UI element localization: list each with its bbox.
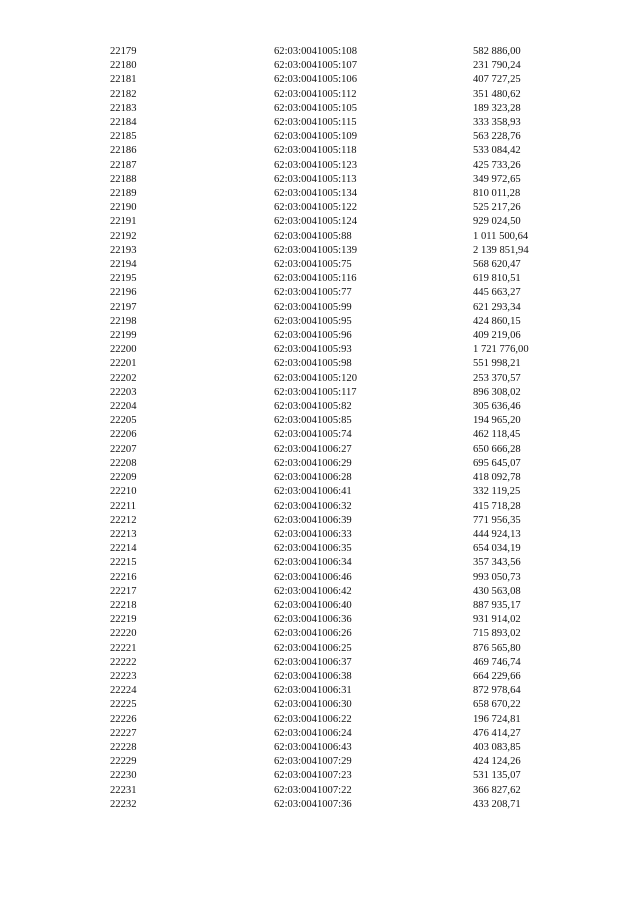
- cadastral-value-cell: 332 119,25: [473, 486, 521, 498]
- cadastral-number-cell: 62:03:0041006:32: [274, 500, 352, 512]
- cadastral-value-cell: 525 217,26: [473, 202, 521, 214]
- cadastral-number-cell: 62:03:0041006:40: [274, 599, 352, 611]
- cadastral-value-cell: 551 998,21: [473, 358, 521, 370]
- row-number-cell: 22222: [110, 656, 137, 668]
- cadastral-number-cell: 62:03:0041007:22: [274, 784, 352, 796]
- cadastral-number-cell: 62:03:0041005:82: [274, 401, 352, 413]
- cadastral-number-cell: 62:03:0041005:120: [274, 372, 357, 384]
- table-row: [0, 485, 640, 499]
- table-row: [0, 400, 640, 414]
- cadastral-number-cell: 62:03:0041005:122: [274, 202, 357, 214]
- row-number-cell: 22194: [110, 259, 137, 271]
- row-number-cell: 22188: [110, 173, 137, 185]
- table-row: [0, 585, 640, 599]
- cadastral-value-cell: 415 718,28: [473, 500, 521, 512]
- cadastral-value-cell: 349 972,65: [473, 173, 521, 185]
- table-row: [0, 428, 640, 442]
- row-number-cell: 22179: [110, 46, 137, 57]
- cadastral-number-cell: 62:03:0041006:29: [274, 457, 352, 469]
- row-number-cell: 22215: [110, 557, 137, 569]
- cadastral-number-cell: 62:03:0041005:139: [274, 244, 357, 256]
- table-row: [0, 471, 640, 485]
- row-number-cell: 22230: [110, 770, 137, 782]
- cadastral-number-cell: 62:03:0041006:38: [274, 670, 352, 682]
- cadastral-value-cell: 476 414,27: [473, 727, 521, 739]
- cadastral-number-cell: 62:03:0041006:34: [274, 557, 352, 569]
- row-number-cell: 22228: [110, 741, 137, 753]
- row-number-cell: 22232: [110, 798, 137, 810]
- cadastral-value-cell: 896 308,02: [473, 386, 521, 398]
- row-number-cell: 22186: [110, 145, 137, 157]
- row-number-cell: 22198: [110, 315, 137, 327]
- cadastral-value-cell: 253 370,57: [473, 372, 521, 384]
- table-row: [0, 642, 640, 656]
- cadastral-number-cell: 62:03:0041005:96: [274, 330, 352, 342]
- cadastral-value-cell: 695 645,07: [473, 457, 521, 469]
- cadastral-number-cell: 62:03:0041005:123: [274, 159, 357, 171]
- table-row: [0, 88, 640, 102]
- row-number-cell: 22225: [110, 699, 137, 711]
- cadastral-number-cell: 62:03:0041006:25: [274, 642, 352, 654]
- cadastral-value-cell: 568 620,47: [473, 259, 521, 271]
- table-row: [0, 329, 640, 343]
- cadastral-number-cell: 62:03:0041005:77: [274, 287, 352, 299]
- row-number-cell: 22227: [110, 727, 137, 739]
- table-row: [0, 357, 640, 371]
- table-row: [0, 798, 640, 812]
- cadastral-value-cell: 445 663,27: [473, 287, 521, 299]
- table-row: [0, 500, 640, 514]
- table-row: [0, 315, 640, 329]
- cadastral-value-cell: 231 790,24: [473, 60, 521, 72]
- row-number-cell: 22207: [110, 443, 137, 455]
- cadastral-value-cell: 430 563,08: [473, 585, 521, 597]
- cadastral-value-cell: 771 956,35: [473, 514, 521, 526]
- row-number-cell: 22189: [110, 188, 137, 200]
- cadastral-value-cell: 407 727,25: [473, 74, 521, 86]
- cadastral-number-cell: 62:03:0041005:116: [274, 273, 357, 285]
- cadastral-value-cell: 189 323,28: [473, 102, 521, 114]
- table-row: [0, 727, 640, 741]
- table-row: [0, 244, 640, 258]
- table-row: [0, 187, 640, 201]
- cadastral-value-cell: 872 978,64: [473, 685, 521, 697]
- cadastral-value-cell: 1 721 776,00: [473, 344, 529, 356]
- table-row: [0, 116, 640, 130]
- table-row: [0, 130, 640, 144]
- row-number-cell: 22231: [110, 784, 137, 796]
- cadastral-value-cell: 876 565,80: [473, 642, 521, 654]
- cadastral-number-cell: 62:03:0041005:105: [274, 102, 357, 114]
- cadastral-value-cell: 425 733,26: [473, 159, 521, 171]
- cadastral-number-cell: 62:03:0041005:112: [274, 88, 357, 100]
- row-number-cell: 22192: [110, 230, 137, 242]
- row-number-cell: 22183: [110, 102, 137, 114]
- table-row: [0, 301, 640, 315]
- cadastral-value-cell: 469 746,74: [473, 656, 521, 668]
- cadastral-value-cell: 658 670,22: [473, 699, 521, 711]
- table-row: [0, 173, 640, 187]
- table-row: [0, 215, 640, 229]
- cadastral-number-cell: 62:03:0041006:42: [274, 585, 352, 597]
- cadastral-value-cell: 403 083,85: [473, 741, 521, 753]
- cadastral-number-cell: 62:03:0041007:29: [274, 756, 352, 768]
- table-row: [0, 343, 640, 357]
- cadastral-number-cell: 62:03:0041006:26: [274, 628, 352, 640]
- table-row: [0, 144, 640, 158]
- cadastral-number-cell: 62:03:0041005:109: [274, 131, 357, 143]
- cadastral-value-cell: 810 011,28: [473, 188, 521, 200]
- row-number-cell: 22214: [110, 543, 137, 555]
- row-number-cell: 22180: [110, 60, 137, 72]
- cadastral-number-cell: 62:03:0041006:33: [274, 528, 352, 540]
- row-number-cell: 22191: [110, 216, 137, 228]
- row-number-cell: 22221: [110, 642, 137, 654]
- row-number-cell: 22203: [110, 386, 137, 398]
- cadastral-value-cell: 409 219,06: [473, 330, 521, 342]
- table-row: [0, 755, 640, 769]
- cadastral-value-cell: 887 935,17: [473, 599, 521, 611]
- table-row: [0, 386, 640, 400]
- table-row: [0, 457, 640, 471]
- cadastral-value-cell: 444 924,13: [473, 528, 521, 540]
- table-row: [0, 258, 640, 272]
- cadastral-value-cell: 533 084,42: [473, 145, 521, 157]
- table-row: [0, 514, 640, 528]
- cadastral-number-cell: 62:03:0041006:27: [274, 443, 352, 455]
- table-row: [0, 159, 640, 173]
- row-number-cell: 22219: [110, 614, 137, 626]
- cadastral-number-cell: 62:03:0041006:31: [274, 685, 352, 697]
- table-row: [0, 713, 640, 727]
- cadastral-value-cell: 333 358,93: [473, 117, 521, 129]
- row-number-cell: 22208: [110, 457, 137, 469]
- table-row: [0, 542, 640, 556]
- cadastral-number-cell: 62:03:0041005:107: [274, 60, 357, 72]
- cadastral-number-cell: 62:03:0041006:22: [274, 713, 352, 725]
- cadastral-number-cell: 62:03:0041005:98: [274, 358, 352, 370]
- table-row: [0, 286, 640, 300]
- cadastral-value-cell: 433 208,71: [473, 798, 521, 810]
- row-number-cell: 22209: [110, 472, 137, 484]
- cadastral-value-cell: 418 092,78: [473, 472, 521, 484]
- cadastral-number-cell: 62:03:0041006:37: [274, 656, 352, 668]
- table-row: [0, 741, 640, 755]
- row-number-cell: 22213: [110, 528, 137, 540]
- cadastral-number-cell: 62:03:0041007:23: [274, 770, 352, 782]
- row-number-cell: 22206: [110, 429, 137, 441]
- row-number-cell: 22205: [110, 415, 137, 427]
- table-row: [0, 627, 640, 641]
- cadastral-value-cell: 664 229,66: [473, 670, 521, 682]
- cadastral-value-cell: 993 050,73: [473, 571, 521, 583]
- row-number-cell: 22229: [110, 756, 137, 768]
- cadastral-number-cell: 62:03:0041006:43: [274, 741, 352, 753]
- cadastral-value-table: [0, 45, 640, 812]
- table-row: [0, 599, 640, 613]
- row-number-cell: 22217: [110, 585, 137, 597]
- row-number-cell: 22224: [110, 685, 137, 697]
- row-number-cell: 22216: [110, 571, 137, 583]
- cadastral-number-cell: 62:03:0041005:118: [274, 145, 357, 157]
- cadastral-value-cell: 196 724,81: [473, 713, 521, 725]
- cadastral-value-cell: 715 893,02: [473, 628, 521, 640]
- table-row: [0, 656, 640, 670]
- row-number-cell: 22202: [110, 372, 137, 384]
- cadastral-number-cell: 62:03:0041005:108: [274, 46, 357, 57]
- cadastral-number-cell: 62:03:0041005:95: [274, 315, 352, 327]
- cadastral-number-cell: 62:03:0041006:28: [274, 472, 352, 484]
- cadastral-number-cell: 62:03:0041006:35: [274, 543, 352, 555]
- cadastral-value-cell: 621 293,34: [473, 301, 521, 313]
- row-number-cell: 22185: [110, 131, 137, 143]
- cadastral-value-cell: 424 860,15: [473, 315, 521, 327]
- table-row: [0, 613, 640, 627]
- cadastral-number-cell: 62:03:0041006:46: [274, 571, 352, 583]
- cadastral-number-cell: 62:03:0041005:113: [274, 173, 357, 185]
- table-row: [0, 45, 640, 59]
- row-number-cell: 22197: [110, 301, 137, 313]
- cadastral-value-cell: 531 135,07: [473, 770, 521, 782]
- row-number-cell: 22184: [110, 117, 137, 129]
- row-number-cell: 22190: [110, 202, 137, 214]
- table-row: [0, 571, 640, 585]
- cadastral-value-cell: 366 827,62: [473, 784, 521, 796]
- cadastral-number-cell: 62:03:0041005:85: [274, 415, 352, 427]
- row-number-cell: 22195: [110, 273, 137, 285]
- table-row: [0, 670, 640, 684]
- cadastral-number-cell: 62:03:0041005:99: [274, 301, 352, 313]
- table-body: [0, 45, 640, 812]
- cadastral-value-cell: 424 124,26: [473, 756, 521, 768]
- cadastral-value-cell: 563 228,76: [473, 131, 521, 143]
- cadastral-number-cell: 62:03:0041006:24: [274, 727, 352, 739]
- cadastral-value-cell: 1 011 500,64: [473, 230, 529, 242]
- cadastral-value-cell: 650 666,28: [473, 443, 521, 455]
- cadastral-number-cell: 62:03:0041005:75: [274, 259, 352, 271]
- row-number-cell: 22182: [110, 88, 137, 100]
- table-row: [0, 698, 640, 712]
- row-number-cell: 22200: [110, 344, 137, 356]
- cadastral-number-cell: 62:03:0041005:74: [274, 429, 352, 441]
- row-number-cell: 22212: [110, 514, 137, 526]
- cadastral-value-cell: 2 139 851,94: [473, 244, 529, 256]
- cadastral-number-cell: 62:03:0041005:124: [274, 216, 357, 228]
- cadastral-number-cell: 62:03:0041005:117: [274, 386, 357, 398]
- row-number-cell: 22204: [110, 401, 137, 413]
- cadastral-value-cell: 305 636,46: [473, 401, 521, 413]
- row-number-cell: 22220: [110, 628, 137, 640]
- table-row: [0, 73, 640, 87]
- cadastral-number-cell: 62:03:0041006:39: [274, 514, 352, 526]
- row-number-cell: 22187: [110, 159, 137, 171]
- table-row: [0, 272, 640, 286]
- row-number-cell: 22199: [110, 330, 137, 342]
- cadastral-number-cell: 62:03:0041005:115: [274, 117, 357, 129]
- row-number-cell: 22196: [110, 287, 137, 299]
- table-row: [0, 784, 640, 798]
- table-row: [0, 556, 640, 570]
- row-number-cell: 22218: [110, 599, 137, 611]
- table-row: [0, 443, 640, 457]
- cadastral-number-cell: 62:03:0041005:106: [274, 74, 357, 86]
- cadastral-number-cell: 62:03:0041006:30: [274, 699, 352, 711]
- table-row: [0, 684, 640, 698]
- cadastral-value-cell: 619 810,51: [473, 273, 521, 285]
- table-row: [0, 769, 640, 783]
- cadastral-number-cell: 62:03:0041005:134: [274, 188, 357, 200]
- cadastral-number-cell: 62:03:0041005:88: [274, 230, 352, 242]
- table-row: [0, 102, 640, 116]
- cadastral-number-cell: 62:03:0041007:36: [274, 798, 352, 810]
- cadastral-value-cell: 357 343,56: [473, 557, 521, 569]
- table-row: [0, 59, 640, 73]
- row-number-cell: 22223: [110, 670, 137, 682]
- table-row: [0, 372, 640, 386]
- row-number-cell: 22181: [110, 74, 137, 86]
- cadastral-value-cell: 462 118,45: [473, 429, 521, 441]
- cadastral-value-cell: 654 034,19: [473, 543, 521, 555]
- row-number-cell: 22211: [110, 500, 137, 512]
- cadastral-number-cell: 62:03:0041006:41: [274, 486, 352, 498]
- table-row: [0, 528, 640, 542]
- cadastral-value-cell: 582 886,00: [473, 46, 521, 57]
- table-row: [0, 414, 640, 428]
- row-number-cell: 22201: [110, 358, 137, 370]
- cadastral-number-cell: 62:03:0041006:36: [274, 614, 352, 626]
- cadastral-value-cell: 351 480,62: [473, 88, 521, 100]
- row-number-cell: 22193: [110, 244, 137, 256]
- row-number-cell: 22210: [110, 486, 137, 498]
- table-row: [0, 230, 640, 244]
- cadastral-value-cell: 929 024,50: [473, 216, 521, 228]
- row-number-cell: 22226: [110, 713, 137, 725]
- table-row: [0, 201, 640, 215]
- cadastral-number-cell: 62:03:0041005:93: [274, 344, 352, 356]
- cadastral-value-cell: 931 914,02: [473, 614, 521, 626]
- cadastral-value-cell: 194 965,20: [473, 415, 521, 427]
